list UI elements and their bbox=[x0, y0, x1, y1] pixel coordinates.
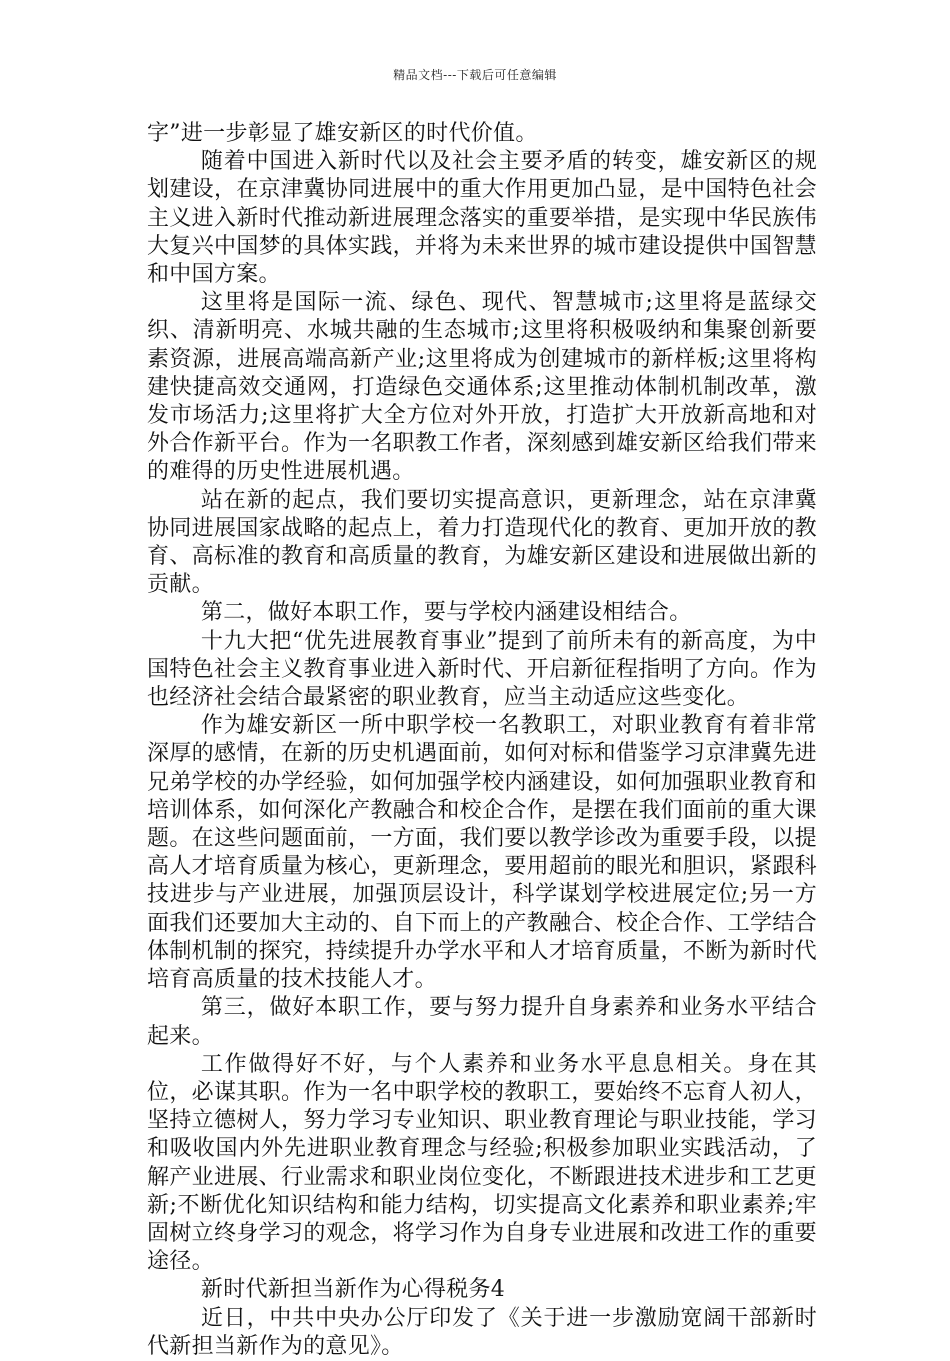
paragraph-1: 字”进一步彰显了雄安新区的时代价值。 bbox=[147, 121, 538, 146]
paragraph-4: 站在新的起点，我们要切实提高意识，更新理念，站在京津冀协同进展国家战略的起点上，着力打造现代化的教育、更加开放的教育、高标准的教育和高质量的教育，为雄安新区建设和进展做出新的贡献。 bbox=[147, 487, 817, 598]
document-body bbox=[147, 120, 817, 1361]
paragraph-11: 近日，中共中央办公厅印发了《关于进一步激励宽阔干部新时代新担当新作为的意见》。 bbox=[147, 1305, 817, 1359]
page-header: 精品文档---下载后可任意编辑 bbox=[393, 68, 557, 82]
article-title: 新时代新担当新作为心得税务4 bbox=[200, 1277, 506, 1303]
section-heading-third: 第三，做好本职工作，要与努力提升自身素养和业务水平结合起来。 bbox=[147, 995, 817, 1049]
section-heading-second: 第二，做好本职工作，要与学校内涵建设相结合。 bbox=[200, 600, 692, 626]
paragraph-9: 工作做得好不好，与个人素养和业务水平息息相关。身在其位，必谋其职。作为一名中职学校的教职工，要始终不忘育人初人，坚持立德树人，努力学习专业知识、职业教育理论与职业技能，学习和吸收国内外先进职业教育理念与经验;积极参加职业实践活动，了解产业进展、行业需求和职业岗位变化，不断跟进技术进步和工艺更新;不断优化知识结构和能力结构，切实提高文化素养和职业素养;牢固树立终身学习的观念，将学习作为自身专业进展和改进工作的重要途径。 bbox=[147, 1051, 817, 1275]
paragraph-6: 十九大把“优先进展教育事业”提到了前所未有的新高度，为中国特色社会主义教育事业进入新时代、开启新征程指明了方向。作为也经济社会结合最紧密的职业教育，应当主动适应这些变化。 bbox=[147, 628, 817, 711]
paragraph-7: 作为雄安新区一所中职学校一名教职工，对职业教育有着非常深厚的感情，在新的历史机遇面前，如何对标和借鉴学习京津冀先进兄弟学校的办学经验，如何加强学校内涵建设，如何加强职业教育和培训体系，如何深化产教融合和校企合作，是摆在我们面前的重大课题。在这些问题面前，一方面，我们要以教学诊改为重要手段，以提高人才培育质量为核心，更新理念，要用超前的眼光和胆识，紧跟科技进步与产业进展，加强顶层设计，科学谋划学校进展定位;另一方面我们还要加大主动的、自下而上的产教融合、校企合作、工学结合体制机制的探究，持续提升办学水平和人才培育质量，不断为新时代培育高质量的技术技能人才。 bbox=[147, 713, 817, 993]
paragraph-2: 随着中国进入新时代以及社会主要矛盾的转变，雄安新区的规划建设，在京津冀协同进展中的重大作用更加凸显，是中国特色社会主义进入新时代推动新进展理念落实的重要举措，是实现中华民族伟大复兴中国梦的具体实践，并将为未来世界的城市建设提供中国智慧和中国方案。 bbox=[147, 149, 817, 288]
paragraph-3: 这里将是国际一流、绿色、现代、智慧城市;这里将是蓝绿交织、清新明亮、水城共融的生态城市;这里将积极吸纳和集聚创新要素资源，进展高端高新产业;这里将成为创建城市的新样板;这里将构建快捷高效交通网，打造绿色交通体系;这里推动体制机制改革，激发市场活力;这里将扩大全方位对外开放，打造扩大开放新高地和对外合作新平台。作为一名职教工作者，深刻感到雄安新区给我们带来的难得的历史性进展机遇。 bbox=[147, 290, 817, 485]
